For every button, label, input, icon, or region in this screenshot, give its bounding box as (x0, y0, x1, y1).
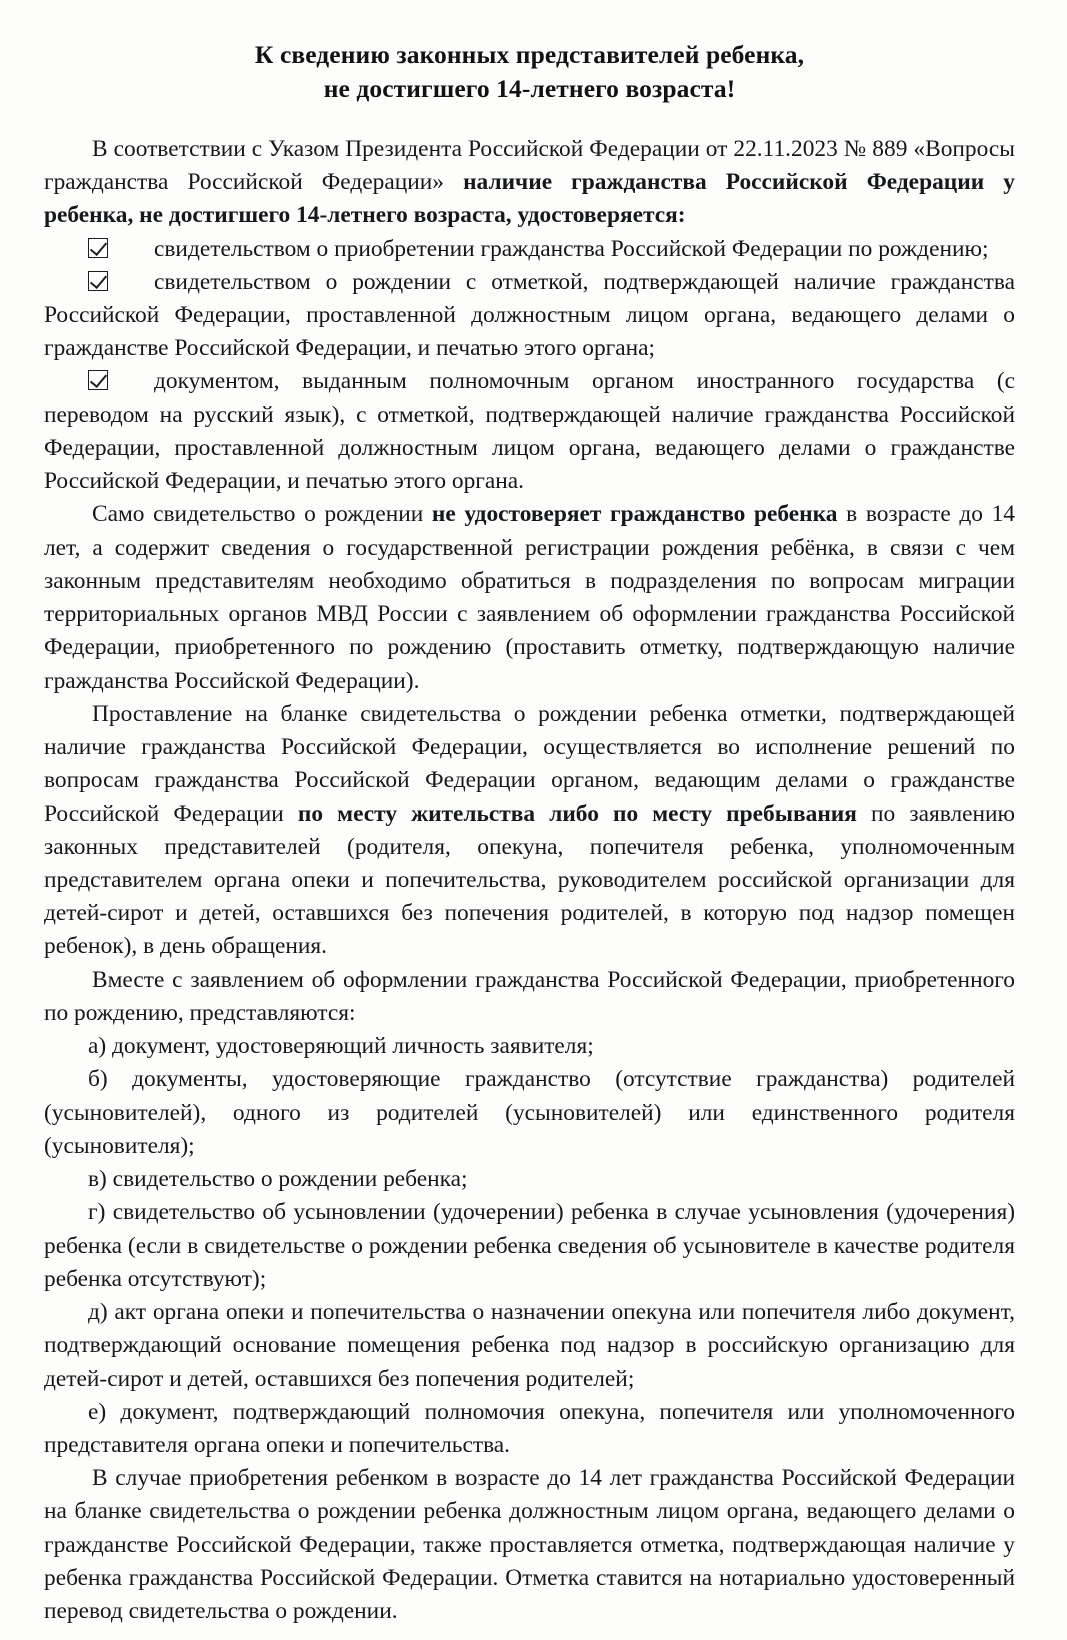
paragraph-final: В случае приобретения ребенком в возрасте до 14 лет гражданства Российской Федерации на бланке свидетельства о рождении ребенка должностным лицом органа, ведающего делами о гражданстве Российской Федерации, также проставляется отметка, подтверждающая наличие у ребенка гражданства Российской Федерации. Отметка ставится на нотариально удостоверенный перевод свидетельства о рождении. (44, 1465, 1015, 1625)
paragraph-mark-part1: Проставление на бланке свидетельства о рождении ребенка отметки, подтверждающей наличие гражданства Российской Федерации, осуществляется во исполнение решений по вопросам гражданства Российской Федерации органом, ведающим делами о гражданстве Российской Федерации (44, 700, 1015, 827)
paragraph-certificate-bold: не удостоверяет гражданство ребенка (431, 501, 838, 528)
paragraph-certificate-part1: Само свидетельство о рождении (92, 501, 432, 528)
list-item-g: г) свидетельство об усыновлении (удочерении) ребенка в случае усыновления (удочерения) ребенка (если в свидетельстве о рождении ребенка сведения об усыновителе в качестве родителя ребенка отсутствуют); (44, 1199, 1015, 1292)
checklist-item-2 (44, 266, 1015, 366)
checklist-item-3 (44, 365, 1015, 498)
checklist-item-1-text: свидетельством о приобретении гражданства Российской Федерации по рождению; (154, 235, 989, 262)
paragraph-certificate (44, 498, 1015, 697)
page-title (44, 38, 1015, 107)
paragraph-certificate-part2: в возрасте до 14 лет, а содержит сведения о государственной регистрации рождения ребёнка, в связи с чем законным представителям необходимо обратиться в подразделения по вопросам миграции территориальных органов МВД России с заявлением об оформлении гражданства Российской Федерации, приобретенного по рождению (проставить отметку, подтверждающую наличие гражданства Российской Федерации). (44, 501, 1015, 694)
checkbox-checked-icon (88, 271, 108, 291)
checkbox-checked-icon (88, 370, 108, 390)
paragraph-together: Вместе с заявлением об оформлении гражданства Российской Федерации, приобретенного по рождению, представляются: (44, 966, 1015, 1026)
list-item-a: а) документ, удостоверяющий личность заявителя; (88, 1033, 594, 1060)
list-item-b: б) документы, удостоверяющие гражданство (отсутствие гражданства) родителей (усыновителей), одного из родителей (усыновителей) или единственного родителя (усыновителя); (44, 1066, 1015, 1159)
intro-paragraph (44, 133, 1015, 233)
checklist-item-1 (44, 233, 1015, 266)
list-item-d: д) акт органа опеки и попечительства о назначении опекуна или попечителя либо документ, подтверждающий основание помещения ребенка под надзор в российскую организацию для детей-сирот и детей, оставшихся без попечения родителей; (44, 1299, 1015, 1392)
list-item-e: е) документ, подтверждающий полномочия опекуна, попечителя или уполномоченного представителя органа опеки и попечительства. (44, 1398, 1015, 1458)
checklist-item-3-text: документом, выданным полномочным органом иностранного государства (с переводом на русский язык), с отметкой, подтверждающей наличие гражданства Российской Федерации, проставленной должностным лицом органа, ведающего делами о гражданстве Российской Федерации, и печатью этого органа. (44, 368, 1015, 495)
checkbox-checked-icon (88, 238, 108, 258)
intro-text-regular: В соответствии с Указом Президента Российской Федерации от 22.11.2023 № 889 «Вопросы гражданства Российской Федерации» (44, 135, 1015, 196)
intro-text-bold: наличие гражданства Российской Федерации у ребенка, не достигшего 14-летнего возраста, удостоверяется: (44, 169, 1015, 229)
page-title-line-1: К сведению законных представителей ребенка, (254, 40, 805, 69)
checklist-item-2-text: свидетельством о рождении с отметкой, подтверждающей наличие гражданства Российской Федерации, проставленной должностным лицом органа, ведающего делами о гражданстве Российской Федерации, и печатью этого органа; (44, 268, 1015, 362)
paragraph-mark (44, 698, 1015, 964)
document-body (44, 133, 1015, 1629)
paragraph-mark-bold: по месту жительства либо по месту пребывания (297, 800, 857, 827)
paragraph-mark-part2: по заявлению законных представителей (родителя, опекуна, попечителя ребенка, уполномоченным представителем органа опеки и попечительства, руководителем российской организации для детей-сирот и детей, оставшихся без попечения родителей, в которую под надзор помещен ребенок), в день обращения. (44, 800, 1016, 960)
list-item-v: в) свидетельство о рождении ребенка; (88, 1166, 468, 1193)
page-title-line-2: не достигшего 14-летнего возраста! (323, 74, 736, 104)
